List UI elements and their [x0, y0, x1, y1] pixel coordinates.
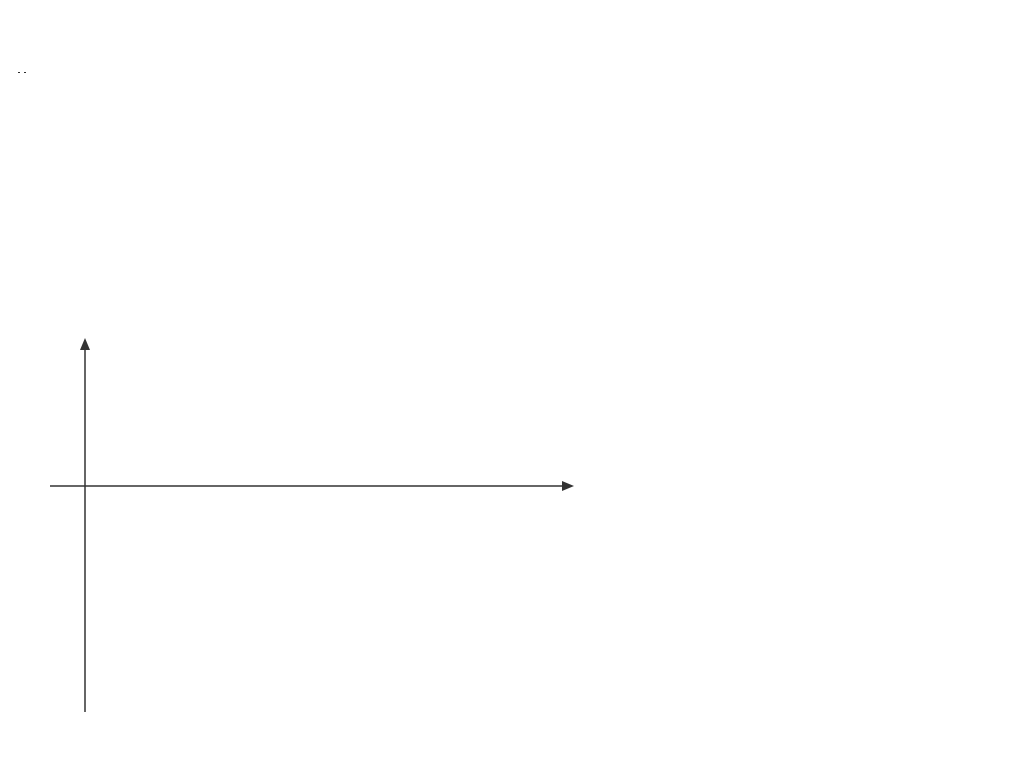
x-axis-arrow-icon [562, 481, 574, 491]
axes [50, 338, 574, 712]
y-axis-arrow-icon [80, 338, 90, 350]
